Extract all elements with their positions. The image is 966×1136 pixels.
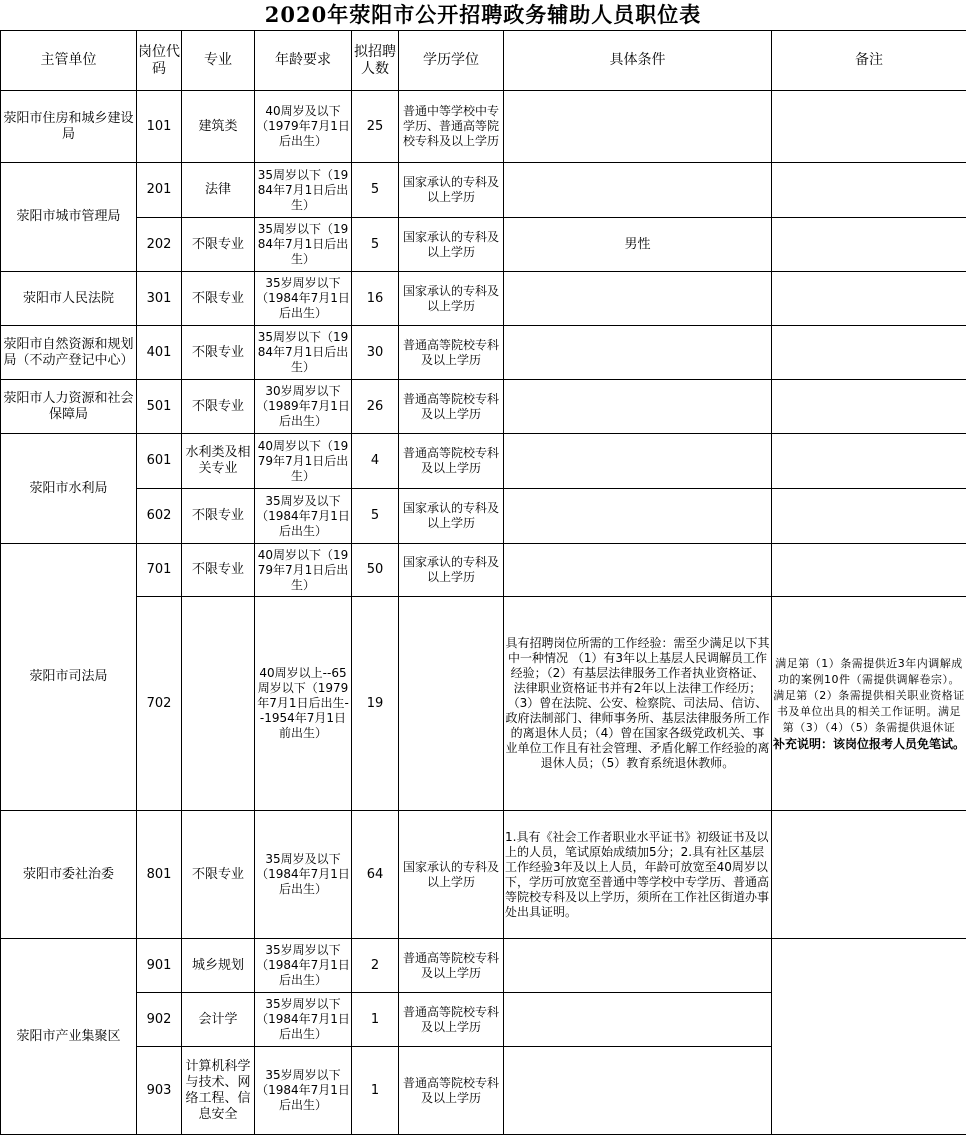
edu-cell: 普通高等院校专科及以上学历 (399, 1047, 504, 1135)
cond-cell (504, 91, 772, 163)
table-row (1, 272, 966, 326)
code-cell: 903 (137, 1047, 182, 1135)
count-cell: 25 (352, 91, 399, 163)
unit-cell: 荥阳市产业集聚区 (1, 939, 137, 1135)
count-cell: 5 (352, 163, 399, 218)
cond-cell: 男性 (504, 218, 772, 272)
edu-cell: 普通中等学校中专学历、普通高等院校专科及以上学历 (399, 91, 504, 163)
count-cell: 50 (352, 544, 399, 597)
header-age: 年龄要求 (255, 31, 352, 91)
unit-cell: 荥阳市住房和城乡建设局 (1, 91, 137, 163)
edu-cell: 国家承认的专科及以上学历 (399, 489, 504, 544)
major-cell: 水利类及相关专业 (182, 434, 255, 489)
count-cell: 2 (352, 939, 399, 993)
count-cell: 16 (352, 272, 399, 326)
age-cell: 40周岁及以下（1979年7月1日后出生） (255, 91, 352, 163)
remark-cell (772, 163, 966, 218)
code-cell: 301 (137, 272, 182, 326)
major-cell: 不限专业 (182, 326, 255, 380)
cond-cell (504, 544, 772, 597)
age-cell: 35周岁及以下（1984年7月1日后出生） (255, 811, 352, 939)
unit-cell: 荥阳市委社治委 (1, 811, 137, 939)
header-remark: 备注 (772, 31, 966, 91)
code-cell: 801 (137, 811, 182, 939)
major-cell: 不限专业 (182, 544, 255, 597)
cond-cell (504, 993, 772, 1047)
age-cell: 35岁周岁以下（1984年7月1日后出生） (255, 993, 352, 1047)
count-cell: 64 (352, 811, 399, 939)
age-cell: 40周岁以下（1979年7月1日后出生） (255, 544, 352, 597)
age-cell: 35周岁以下（1984年7月1日后出生） (255, 218, 352, 272)
edu-cell: 普通高等院校专科及以上学历 (399, 939, 504, 993)
code-cell: 602 (137, 489, 182, 544)
cond-cell (504, 163, 772, 218)
edu-cell: 普通高等院校专科及以上学历 (399, 380, 504, 434)
count-cell: 1 (352, 993, 399, 1047)
remark-note: 满足第（1）条需提供近3年内调解成功的案例10件（需提供调解卷宗）。满足第（2）条需提供相关职业资格证书及单位出具的相关工作证明。满足第（3）（4）（5）条需提供退休证 (773, 656, 965, 734)
unit-cell: 荥阳市城市管理局 (1, 163, 137, 272)
cond-cell (504, 939, 772, 993)
count-cell: 26 (352, 380, 399, 434)
code-cell: 702 (137, 597, 182, 811)
page-title: 2020年荥阳市公开招聘政务辅助人员职位表 (264, 2, 702, 27)
job-table (0, 30, 966, 1135)
unit-cell: 荥阳市人力资源和社会保障局 (1, 380, 137, 434)
table-row (1, 544, 966, 597)
header-edu: 学历学位 (399, 31, 504, 91)
unit-cell: 荥阳市水利局 (1, 434, 137, 544)
edu-cell: 国家承认的专科及以上学历 (399, 163, 504, 218)
edu-cell: 普通高等院校专科及以上学历 (399, 326, 504, 380)
age-cell: 35岁周岁以下（1984年7月1日后出生） (255, 272, 352, 326)
major-cell: 不限专业 (182, 489, 255, 544)
age-cell: 35周岁以下（1984年7月1日后出生） (255, 163, 352, 218)
major-cell: 不限专业 (182, 380, 255, 434)
count-cell: 30 (352, 326, 399, 380)
remark-cell (772, 544, 966, 597)
cond-cell: 具有招聘岗位所需的工作经验：需至少满足以下其中一种情况 （1）有3年以上基层人民调解员工作经验；（2）有基层法律服务工作者执业资格证、法律职业资格证书并有2年以上法律工作经历；（3）曾在法院、公安、检察院、司法局、信访、政府法制部门、律师事务所、基层法律服务所工作的离退休人员；（4）曾在国家各级党政机关、事业单位工作且有社会管理、矛盾化解工作经验的离退休人员；（5）教育系统退休教师。 (504, 597, 772, 811)
major-cell: 建筑类 (182, 91, 255, 163)
age-cell: 30岁周岁以下（1989年7月1日后出生） (255, 380, 352, 434)
count-cell: 4 (352, 434, 399, 489)
age-cell: 35岁周岁以下（1984年7月1日后出生） (255, 939, 352, 993)
remark-supplement: 补充说明：该岗位报考人员免笔试。 (773, 736, 966, 751)
code-cell: 401 (137, 326, 182, 380)
table-row (1, 326, 966, 380)
remark-cell (772, 811, 966, 939)
major-cell (182, 597, 255, 811)
edu-cell (399, 597, 504, 811)
table-row (1, 91, 966, 163)
major-cell: 不限专业 (182, 811, 255, 939)
code-cell: 902 (137, 993, 182, 1047)
age-cell: 35岁周岁以下（1984年7月1日后出生） (255, 1047, 352, 1135)
code-cell: 701 (137, 544, 182, 597)
count-cell: 1 (352, 1047, 399, 1135)
count-cell: 19 (352, 597, 399, 811)
major-cell: 不限专业 (182, 272, 255, 326)
age-cell: 40周岁以下（1979年7月1日后出生） (255, 434, 352, 489)
table-row (1, 163, 966, 218)
remark-cell (772, 939, 966, 1135)
edu-cell: 国家承认的专科及以上学历 (399, 811, 504, 939)
header-cond: 具体条件 (504, 31, 772, 91)
header-unit: 主管单位 (1, 31, 137, 91)
count-cell: 5 (352, 218, 399, 272)
header-major: 专业 (182, 31, 255, 91)
cond-cell (504, 380, 772, 434)
edu-cell: 国家承认的专科及以上学历 (399, 218, 504, 272)
edu-cell: 普通高等院校专科及以上学历 (399, 993, 504, 1047)
header-count: 拟招聘人数 (352, 31, 399, 91)
cond-cell (504, 434, 772, 489)
code-cell: 101 (137, 91, 182, 163)
remark-cell (772, 489, 966, 544)
remark-cell (772, 597, 966, 811)
code-cell: 901 (137, 939, 182, 993)
major-cell: 法律 (182, 163, 255, 218)
remark-cell (772, 218, 966, 272)
unit-cell: 荥阳市司法局 (1, 544, 137, 811)
table-row (1, 434, 966, 489)
major-cell: 城乡规划 (182, 939, 255, 993)
remark-cell (772, 434, 966, 489)
table-row (1, 380, 966, 434)
table-row (1, 218, 966, 272)
code-cell: 601 (137, 434, 182, 489)
table-row (1, 489, 966, 544)
header-row (1, 31, 966, 91)
table-row (1, 597, 966, 811)
cond-cell (504, 326, 772, 380)
age-cell: 35周岁以下（1984年7月1日后出生） (255, 326, 352, 380)
edu-cell: 普通高等院校专科及以上学历 (399, 434, 504, 489)
code-cell: 501 (137, 380, 182, 434)
major-cell: 不限专业 (182, 218, 255, 272)
major-cell: 会计学 (182, 993, 255, 1047)
age-cell: 40周岁以上--65周岁以下（1979年7月1日后出生--1954年7月1日前出生） (255, 597, 352, 811)
header-code: 岗位代码 (137, 31, 182, 91)
cond-cell (504, 489, 772, 544)
code-cell: 202 (137, 218, 182, 272)
remark-cell (772, 380, 966, 434)
unit-cell: 荥阳市人民法院 (1, 272, 137, 326)
cond-cell (504, 272, 772, 326)
count-cell: 5 (352, 489, 399, 544)
remark-cell (772, 272, 966, 326)
remark-cell (772, 91, 966, 163)
cond-cell: 1.具有《社会工作者职业水平证书》初级证书及以上的人员，笔试原始成绩加5分；2.具有社区基层工作经验3年及以上人员，年龄可放宽至40周岁以下，学历可放宽至普通中等学校中专学历、普通高等院校专科及以上学历，须所在工作社区街道办事处出具证明。 (504, 811, 772, 939)
edu-cell: 国家承认的专科及以上学历 (399, 544, 504, 597)
table-row (1, 939, 966, 993)
remark-cell (772, 326, 966, 380)
edu-cell: 国家承认的专科及以上学历 (399, 272, 504, 326)
table-row (1, 811, 966, 939)
age-cell: 35周岁及以下（1984年7月1日后出生） (255, 489, 352, 544)
unit-cell: 荥阳市自然资源和规划局（不动产登记中心） (1, 326, 137, 380)
code-cell: 201 (137, 163, 182, 218)
cond-cell (504, 1047, 772, 1135)
major-cell: 计算机科学与技术、网络工程、信息安全 (182, 1047, 255, 1135)
